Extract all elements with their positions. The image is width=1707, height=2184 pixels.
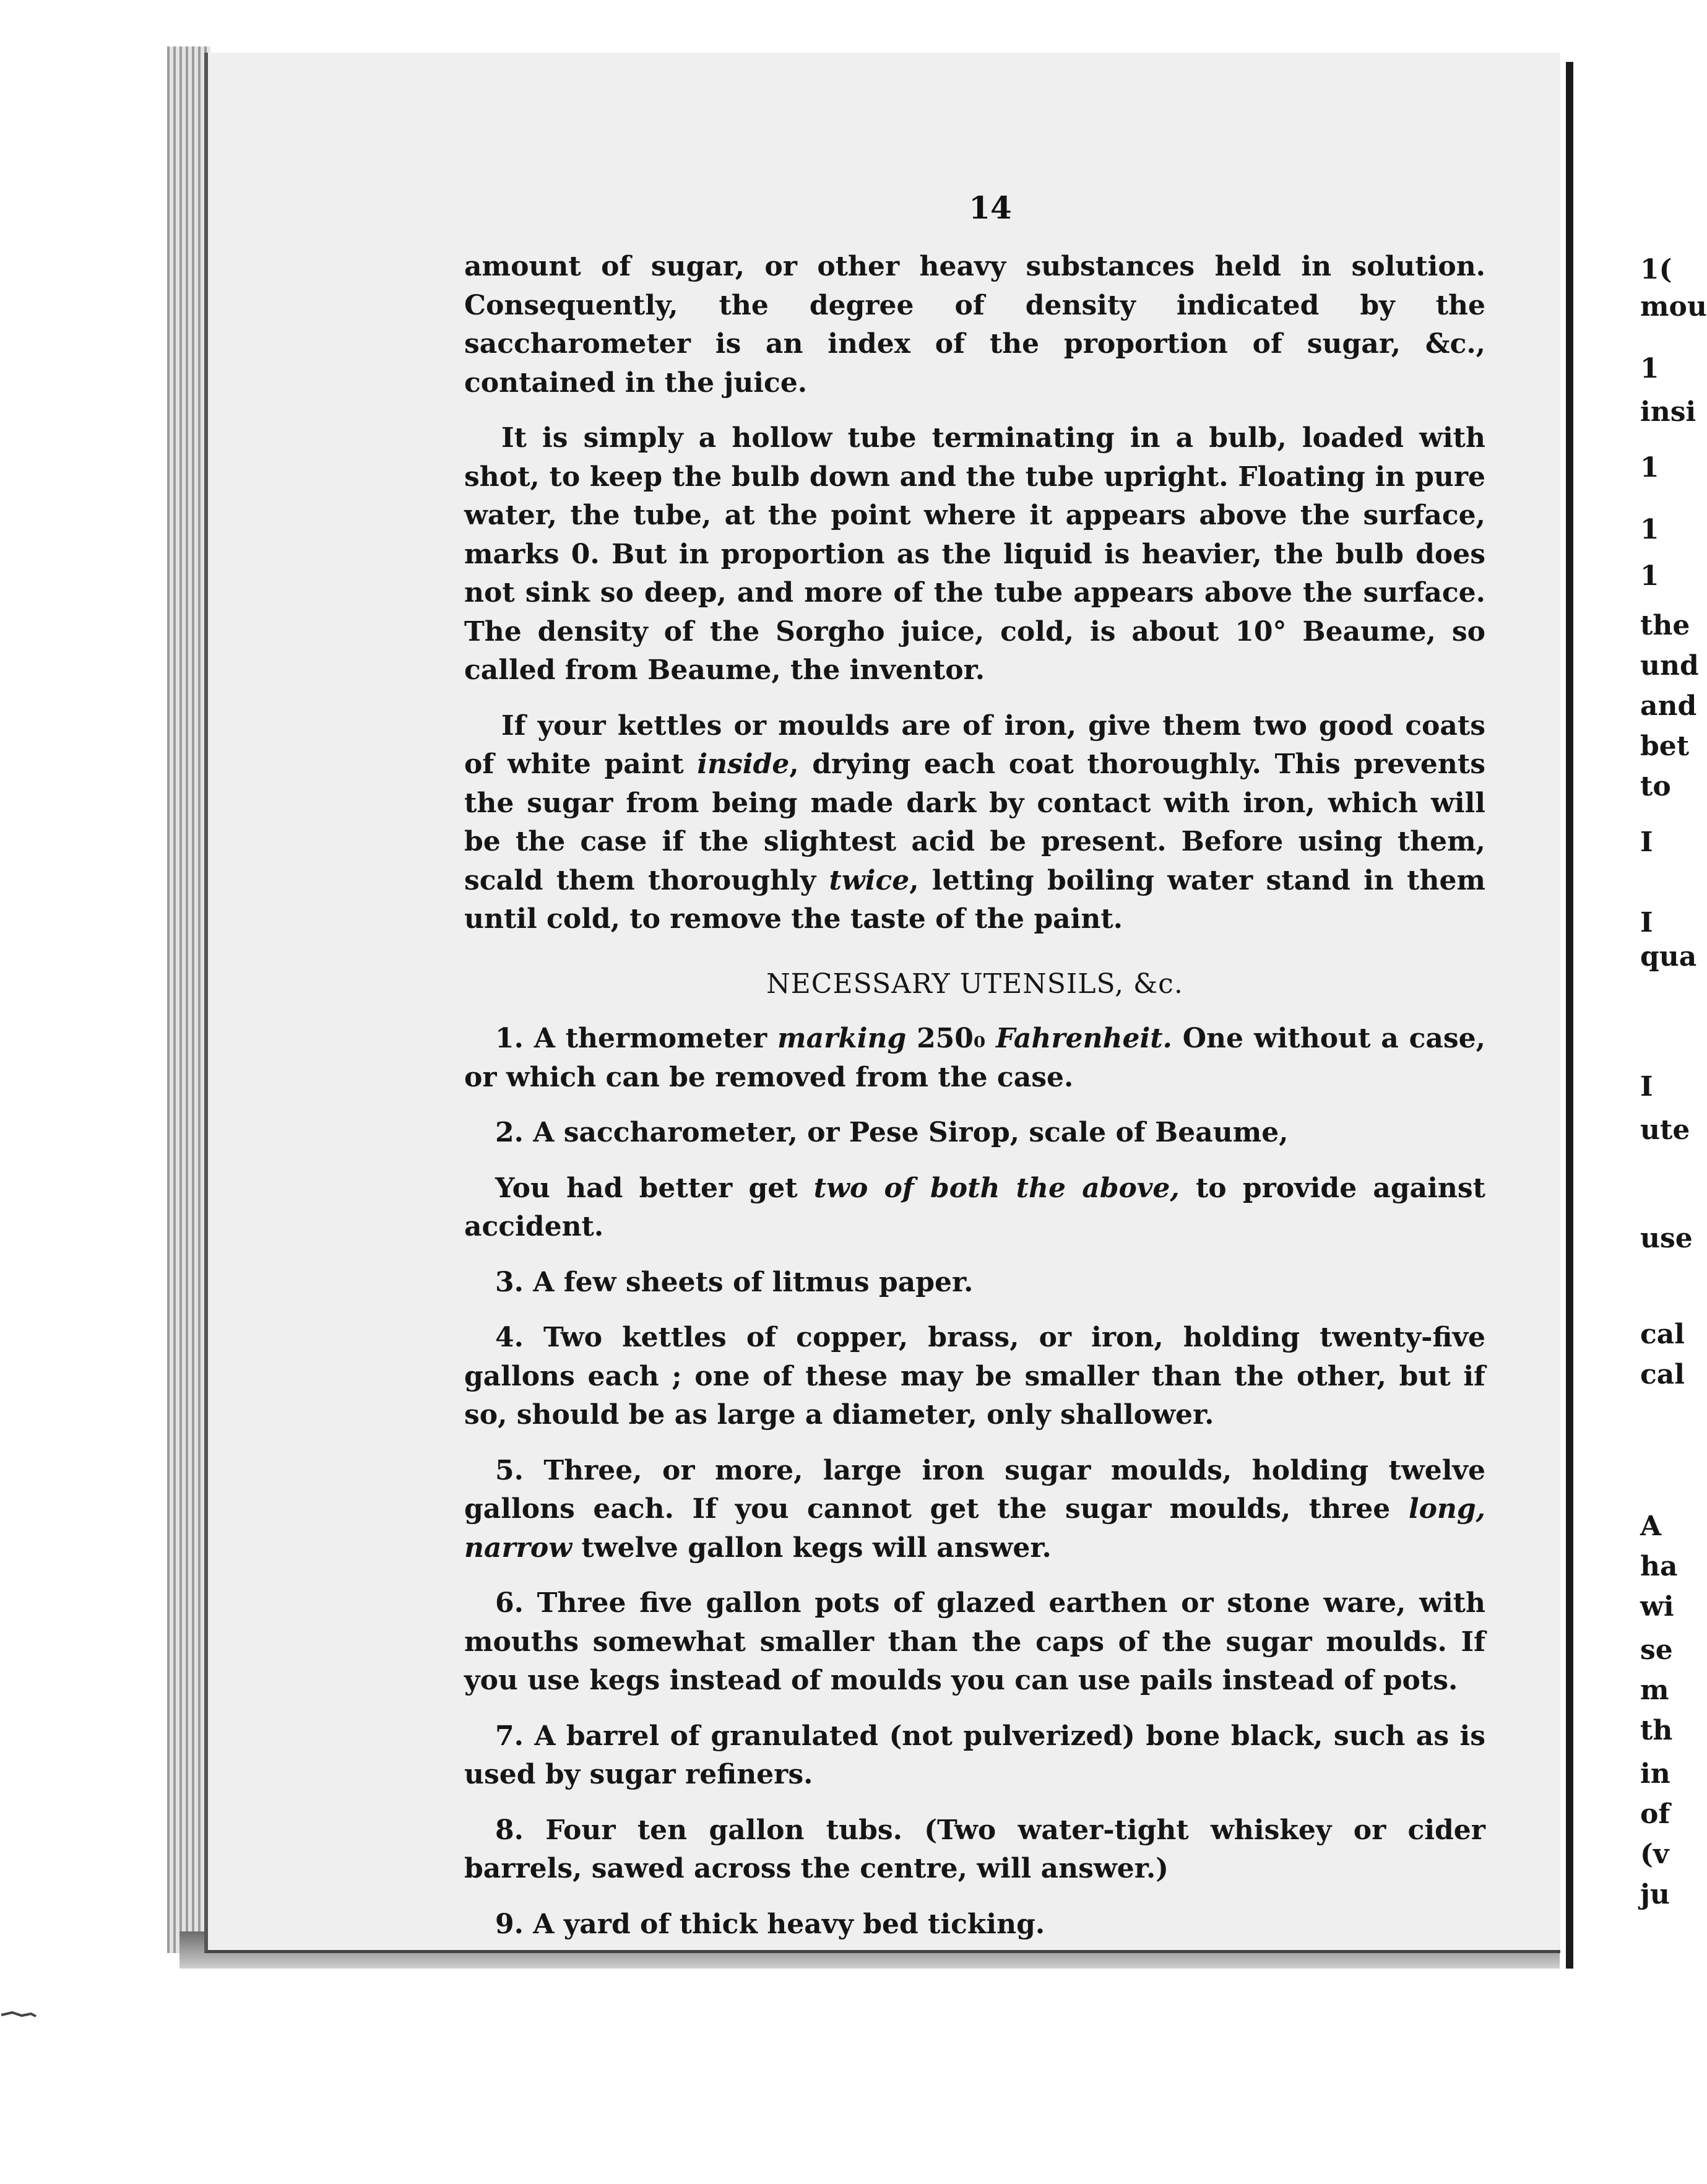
next-page-text-fragment: qua <box>1640 941 1697 973</box>
utensil-item-5-text-b: twelve gallon kegs will answer. <box>572 1532 1052 1564</box>
paragraph-kettles <box>464 707 1485 939</box>
utensil-item-1-text-a: 1. A thermometer <box>495 1023 778 1054</box>
next-page-text-fragment: wi <box>1640 1591 1674 1623</box>
next-page-text-fragment: I <box>1640 826 1653 858</box>
emphasis-marking: marking <box>777 1023 907 1054</box>
paragraph-kettles-text-b: , drying each coat thoroughly. This prevents the sugar from being made dark by contact with iron, which will be the case if the slightest acid be present. Before using them, scald them thoroughly <box>464 748 1486 896</box>
next-page-text-fragment: und <box>1640 650 1699 682</box>
paragraph-kettles-text-a: If your kettles or moulds are of iron, give them two good coats of white paint <box>464 709 1485 780</box>
utensil-item-8: 8. Four ten gallon tubs. (Two water-tight whiskey or cider barrels, sawed across the centre, will answer.) <box>464 1814 1485 1884</box>
next-page-fragment <box>1597 0 1707 2184</box>
next-page-text-fragment: cal <box>1640 1319 1685 1350</box>
paragraph-kettles-text-c: , letting boiling water stand in them until cold, to remove the taste of the paint. <box>464 864 1485 935</box>
next-page-text-fragment: ha <box>1640 1551 1678 1582</box>
next-page-text-fragment: A <box>1640 1510 1662 1542</box>
utensil-note-text-b: to provide against accident. <box>464 1172 1485 1242</box>
next-page-text-fragment: (v <box>1640 1839 1669 1870</box>
next-page-text-fragment: m <box>1640 1675 1669 1706</box>
paragraph-saccharometer: It is simply a hollow tube terminating in a bulb, loaded with shot, to keep the bulb down and the tube upright. Floating in pure water, the tube, at the point where it appears above the surface, marks 0. But in proportion as the liquid is heavier, the bulb does not sink so deep, and more of the tube appears above the surface. The density of the Sorgho juice, cold, is about 10° Beaume, so called from Beaume, the inventor. <box>464 422 1485 686</box>
next-page-text-fragment: ju <box>1640 1879 1670 1910</box>
next-page-text-fragment: in <box>1640 1758 1670 1790</box>
next-page-text-fragment: se <box>1640 1634 1673 1666</box>
utensil-item-5-text-a: 5. Three, or more, large iron sugar moulds, holding twelve gallons each. If you cannot get the sugar moulds, three <box>464 1454 1485 1525</box>
next-page-text-fragment: insi <box>1640 396 1696 428</box>
next-page-text-fragment: 1( <box>1640 254 1672 285</box>
next-page-text-fragment: mou <box>1640 291 1707 323</box>
emphasis-inside: inside <box>697 748 790 780</box>
next-page-text-fragment: ute <box>1640 1114 1690 1146</box>
utensil-item-4: 4. Two kettles of copper, brass, or iron, holding twenty-five gallons each ; one of these may be smaller than the other, but if so, should be as large a diameter, only shallower. <box>464 1322 1485 1431</box>
page-number: 14 <box>969 189 1012 226</box>
next-page-text-fragment: use <box>1640 1223 1693 1254</box>
utensil-item-1-text-b: 250₀ <box>906 1023 996 1054</box>
utensil-item-6: 6. Three five gallon pots of glazed earthen or stone ware, with mouths somewhat smaller than the caps of the sugar moulds. If you use kegs instead of moulds you can use pails instead of pots. <box>464 1587 1485 1696</box>
utensil-item-2: 2. A saccharometer, or Pese Sirop, scale of Beaume, <box>495 1117 1289 1148</box>
paragraph-density: amount of sugar, or other heavy substances held in solution. Consequently, the degree of density indicated by the saccharometer is an index of the proportion of sugar, &c., contained in the juice. <box>464 251 1485 399</box>
next-page-text-fragment: 1 <box>1640 560 1659 592</box>
next-page-text-fragment: to <box>1640 771 1671 802</box>
next-page-text-fragment: 1 <box>1640 514 1659 545</box>
utensil-item-1 <box>464 1020 1485 1097</box>
utensil-note <box>464 1169 1485 1247</box>
next-page-text-fragment: 1 <box>1640 452 1659 483</box>
emphasis-two-of-both: two of both the above, <box>813 1172 1180 1204</box>
utensil-note-text-a: You had better get <box>495 1172 814 1204</box>
next-page-text-fragment: and <box>1640 690 1697 722</box>
emphasis-twice: twice <box>829 864 910 896</box>
next-page-text-fragment: of <box>1640 1798 1670 1830</box>
utensil-item-5 <box>464 1452 1485 1568</box>
next-page-text-fragment: bet <box>1640 730 1690 762</box>
emphasis-long-narrow: long, narrow <box>464 1493 1485 1564</box>
section-heading: NECESSARY UTENSILS, &c. <box>766 968 1183 1000</box>
next-page-text-fragment: 1 <box>1640 353 1659 384</box>
ink-smudge <box>0 2009 37 2021</box>
emphasis-fahrenheit: Fahrenheit. <box>996 1023 1172 1054</box>
next-page-text-fragment: the <box>1640 610 1690 641</box>
next-page-text-fragment: I <box>1640 1071 1653 1103</box>
utensil-item-1-text-c: One without a case, or which can be removed from the case. <box>464 1023 1485 1093</box>
utensil-item-3: 3. A few sheets of litmus paper. <box>495 1266 974 1298</box>
next-page-text-fragment: th <box>1640 1715 1673 1746</box>
utensil-item-7: 7. A barrel of granulated (not pulverized) bone black, such as is used by sugar refiners. <box>464 1720 1485 1790</box>
page-body <box>464 248 1485 1961</box>
next-page-text-fragment: cal <box>1640 1359 1685 1390</box>
book-gutter <box>1566 62 1573 1969</box>
utensil-item-9: 9. A yard of thick heavy bed ticking. <box>495 1908 1045 1940</box>
next-page-text-fragment: I <box>1640 907 1653 938</box>
